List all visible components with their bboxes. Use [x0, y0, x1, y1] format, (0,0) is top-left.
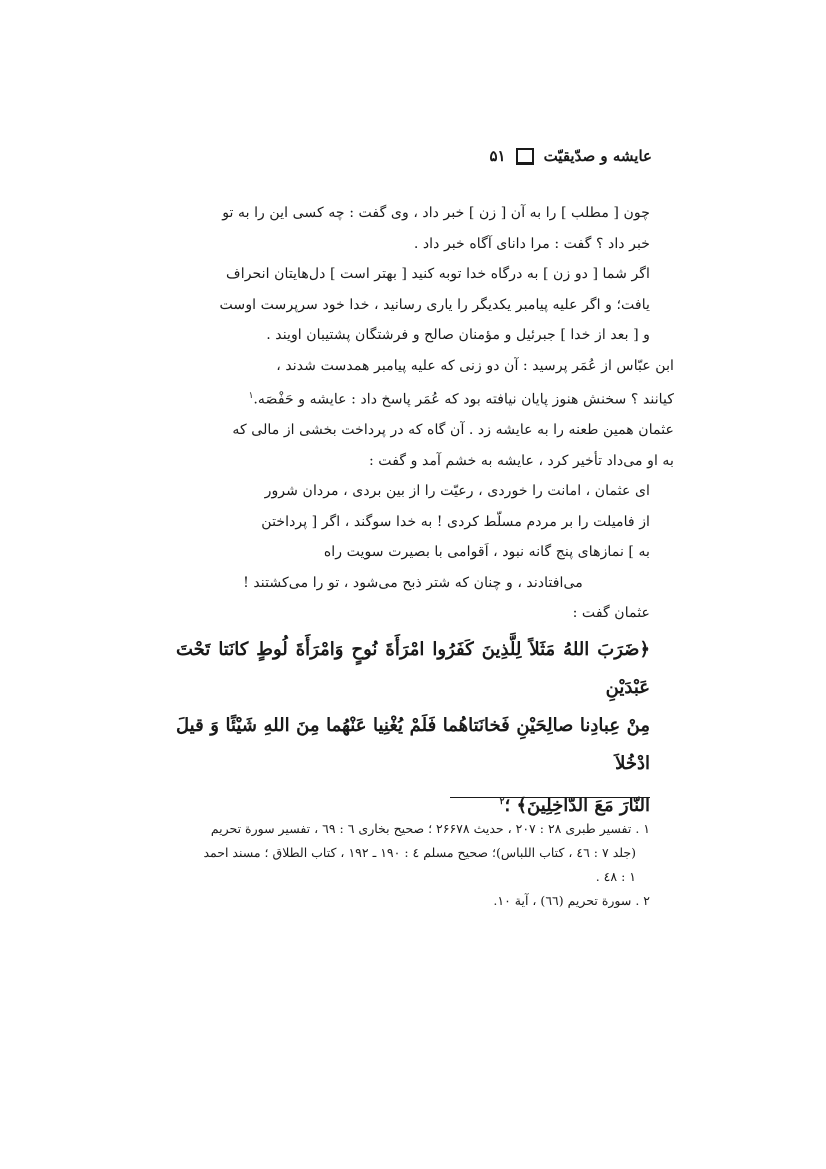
footnote-line: ۱ . تفسیر طبری ۲۸ : ۲۰۷ ، حدیث ۲۶۶۷۸ ؛ صحیح بخاری ٦ : ٦۹ ، تفسیر سورة تحریم [210, 821, 650, 836]
text-line: عثمان همین طعنه را به عایشه زد . آن گاه که در پرداخت بخشی از مالی که [232, 422, 674, 439]
text-line: می‌افتادند ، و چنان که شتر ذبح می‌شود ، تو را می‌کشتند ! [243, 574, 583, 591]
verse-line: مِنْ عِبادِنا صالِحَيْنِ فَخانَتاهُما فَلَمْ يُغْنِيا عَنْهُما مِنَ اللهِ شَيْئًا وَ قيلَ ادْخُلاَ [176, 714, 650, 774]
header-title: عایشه و صدّیقیّت [543, 147, 652, 165]
main-text [176, 198, 674, 825]
text-line: به ] نمازهای پنج گانه نبود ، اَقوامی با بصیرت سویت راه [323, 544, 650, 561]
verse-line: النّارَ مَعَ الدّاخِلِينَ﴾ ؛$^۲$ [499, 794, 650, 816]
footnote-line: ۱ : ٤۸ . [595, 869, 636, 884]
footnote-line: ۲ . سورة تحریم (٦٦) ، آیة ۱۰. [493, 893, 650, 908]
footnote-line: (جلد ۷ : ٤٦ ، کتاب اللباس)؛ صحیح مسلم ٤ : ۱۹۰ ـ ۱۹۲ ، کتاب الطلاق ؛ مسند احمد [203, 845, 636, 860]
text-line: ابن عبّاس از عُمَر پرسید : آن دو زنی که علیه پیامبر همدست شدند ، [276, 357, 674, 374]
quran-verse [176, 631, 650, 825]
text-line: از فامیلت را بر مردم مسلّط کردی ! به خدا سوگند ، اگر [ پرداختن [261, 513, 650, 530]
text-line: و [ بعد از خدا ] جبرئیل و مؤمنان صالح و فرشتگان پشتیبان اویند . [266, 327, 650, 343]
running-header [152, 147, 652, 165]
footnotes [150, 817, 650, 913]
text-line: خبر داد ؟ گفت : مرا دانای آگاه خبر داد . [413, 235, 650, 252]
text-line: کیانند ؟ سخنش هنوز پایان نیافته بود که عُمَر پاسخ داد : عایشه و حَفْصَه.$^۱$ [248, 391, 674, 408]
text-line: ای عثمان ، امانت را خوردی ، رعیّت را از بین بردی ، مردان شرور [264, 483, 650, 500]
page-number: ۵۱ [489, 147, 506, 165]
text-line: اگر شما [ دو زن ] به درگاه خدا توبه کنید [ بهتر است ] دل‌هایتان انحراف [226, 266, 650, 282]
footnote-ref: ۲ [499, 796, 505, 807]
verse-line: ﴿ضَرَبَ اللهُ مَثَلاً لِلَّذِينَ كَفَرُوا امْرَأَةَ نُوحٍ وَامْرَأَةَ لُوطٍ كانَتا تَحْتَ عَبْدَيْنِ [176, 638, 650, 698]
text-line: به او می‌داد تأخیر کرد ، عایشه به خشم آمد و گفت : [368, 452, 674, 469]
footnote-ref: ۱ [248, 391, 254, 401]
text-line: عثمان گفت : [572, 605, 650, 622]
square-ornament-icon [516, 148, 534, 165]
text-line: چون [ مطلب ] را به آن [ زن ] خبر داد ، وی گفت : چه کسی این را به تو [222, 205, 650, 221]
text-line: یافت؛ و اگر علیه پیامبر یکدیگر را یاری رسانید ، خدا خود سرپرست اوست [219, 296, 650, 313]
footnote-divider [450, 797, 650, 798]
